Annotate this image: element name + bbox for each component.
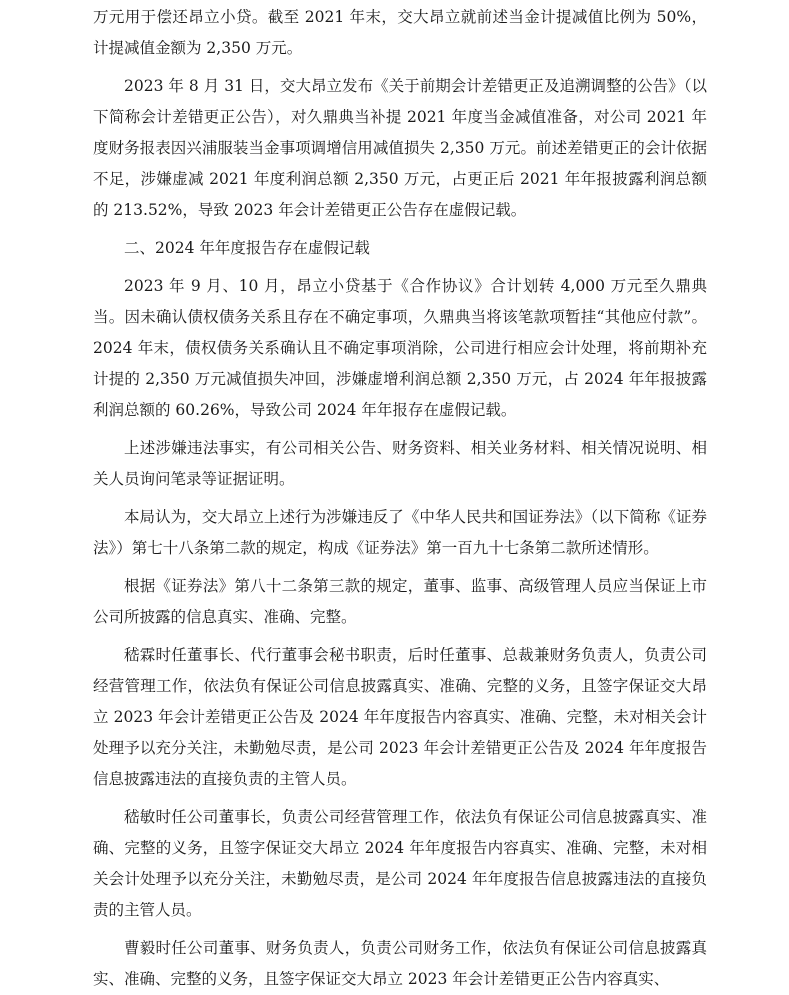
paragraph-correction-announcement: 2023 年 8 月 31 日，交大昂立发布《关于前期会计差错更正及追溯调整的公告》（以下简称会计差错更正公告），对久鼎典当补提 2021 年度当金减值准备，对公司 2021 年度财务报表因兴浦服装当金事项调增信用减值损失 2,350 万元。前述差错更正的会计依据不足，涉嫌虚减 2021 年度利润总额 2,350 万元，占更正后 2021 年年报披露利润总额的 213.52%，导致 2023 年会计差错更正公告存在虚假记载。 [93, 77, 707, 219]
paragraph-person-caoyi: 曹毅时任公司董事、财务负责人，负责公司财务工作，依法负有保证公司信息披露真实、准确、完整的义务，且签字保证交大昂立 2023 年会计差错更正公告内容真实、 [93, 939, 707, 988]
document-body [93, 2, 707, 995]
paragraph-continuation: 万元用于偿还昂立小贷。截至 2021 年末，交大昂立就前述当金计提减值比例为 50%，计提减值金额为 2,350 万元。 [93, 8, 707, 57]
paragraph-bureau-opinion: 本局认为，交大昂立上述行为涉嫌违反了《中华人民共和国证券法》（以下简称《证券法》）第七十八条第二款的规定，构成《证券法》第一百九十七条第二款所述情形。 [93, 508, 707, 557]
paragraph-person-jimin: 嵇敏时任公司董事长，负责公司经营管理工作，依法负有保证公司信息披露真实、准确、完整的义务，且签字保证交大昂立 2024 年年度报告内容真实、准确、完整，未对相关会计处理予以充分关注，未勤勉尽责，是公司 2024 年年度报告信息披露违法的直接负责的主管人员。 [93, 808, 707, 919]
paragraph-evidence: 上述涉嫌违法事实，有公司相关公告、财务资料、相关业务材料、相关情况说明、相关人员询问笔录等证据证明。 [93, 439, 707, 488]
paragraph-legal-basis: 根据《证券法》第八十二条第三款的规定，董事、监事、高级管理人员应当保证上市公司所披露的信息真实、准确、完整。 [93, 577, 707, 626]
paragraph-2024-facts: 2023 年 9 月、10 月，昂立小贷基于《合作协议》合计划转 4,000 万元至久鼎典当。因未确认债权债务关系且存在不确定事项，久鼎典当将该笔款项暂挂“其他应付款”。2024 年末，债权债务关系确认且不确定事项消除，公司进行相应会计处理，将前期补充计提的 2,350 万元减值损失冲回，涉嫌虚增利润总额 2,350 万元，占 2024 年年报披露利润总额的 60.26%，导致公司 2024 年年报存在虚假记载。 [93, 277, 707, 419]
paragraph-person-jilin: 嵇霖时任董事长、代行董事会秘书职责，后时任董事、总裁兼财务负责人，负责公司经营管理工作，依法负有保证公司信息披露真实、准确、完整的义务，且签字保证交大昂立 2023 年会计差错更正公告及 2024 年年度报告内容真实、准确、完整，未对相关会计处理予以充分关注，未勤勉尽责，是公司 2023 年会计差错更正公告及 2024 年年度报告信息披露违法的直接负责的主管人员。 [93, 646, 707, 788]
section-heading-2024-annual-report: 二、2024 年年度报告存在虚假记载 [124, 239, 370, 257]
